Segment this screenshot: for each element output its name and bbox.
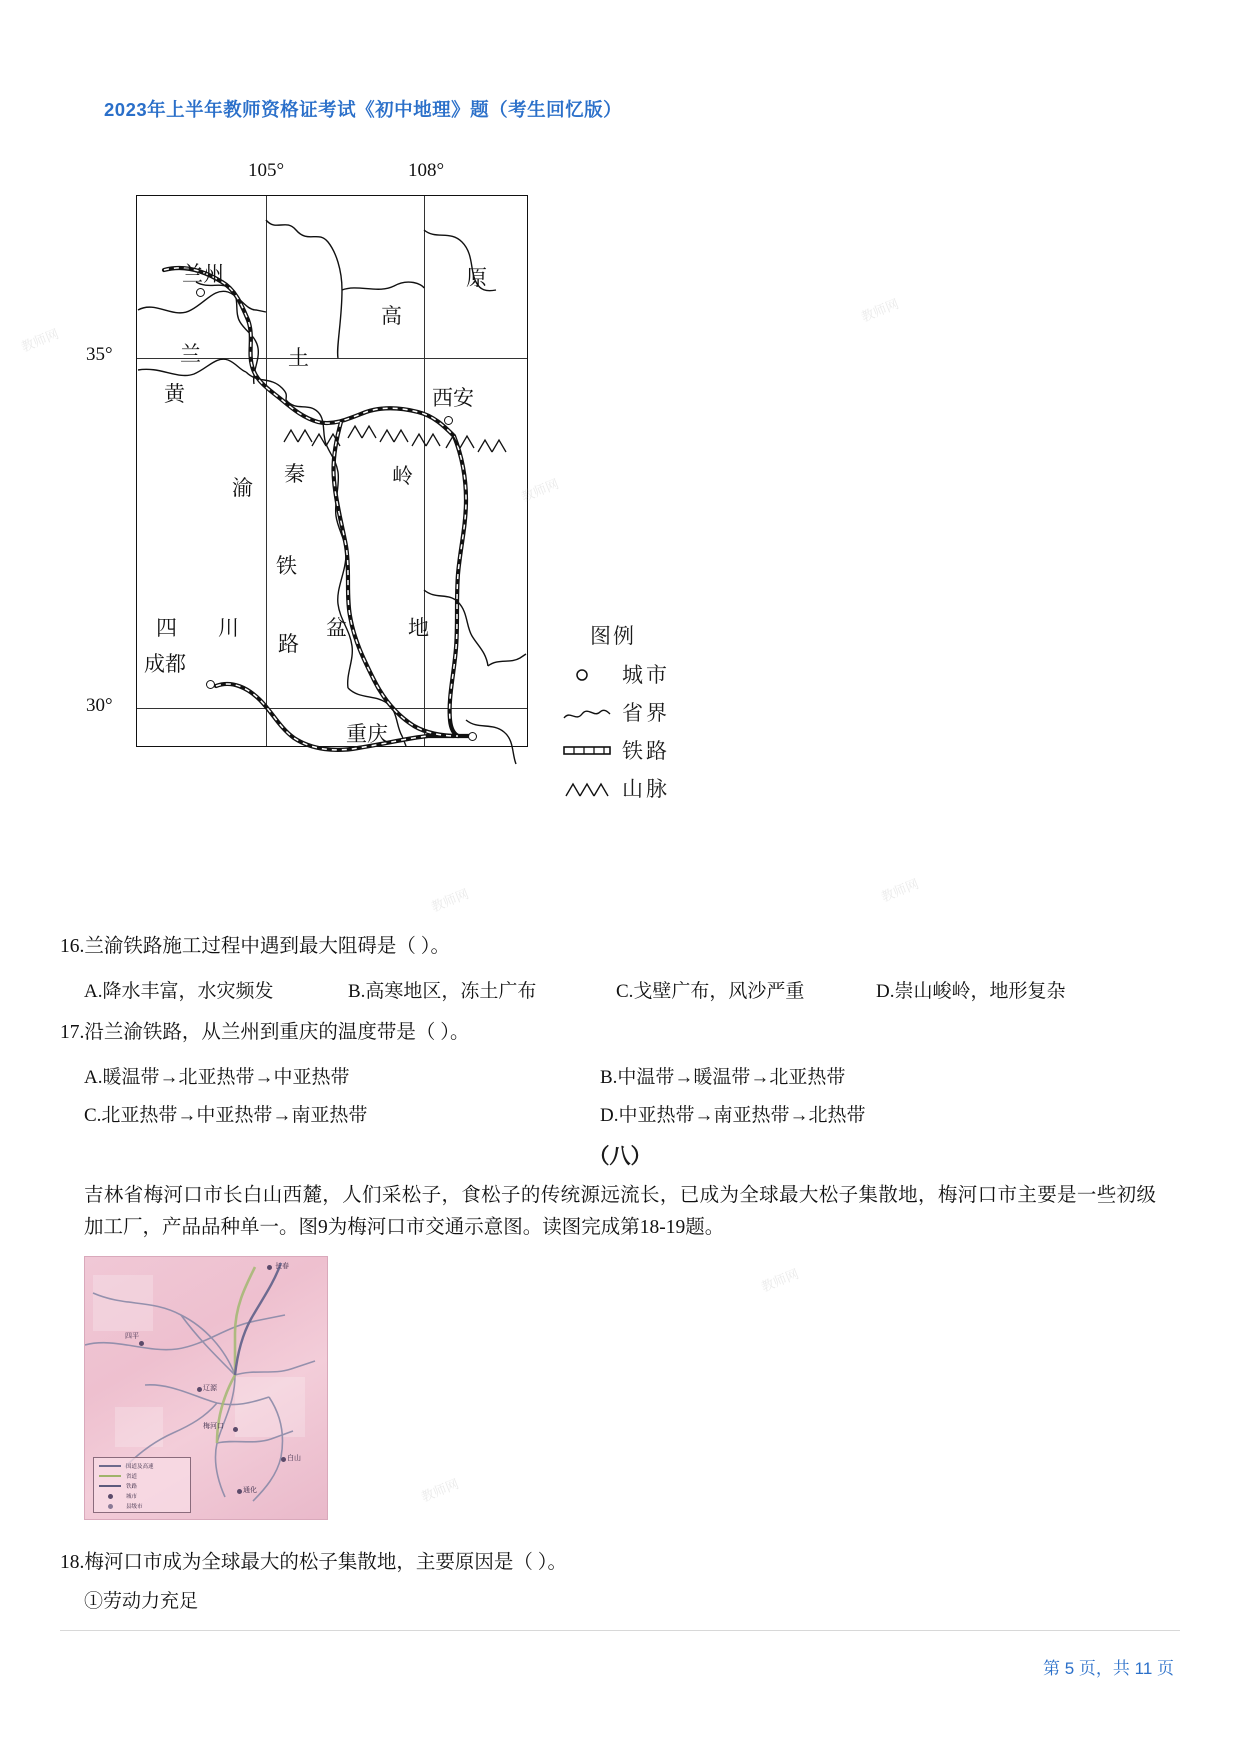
map-label-tu: 土 [288, 346, 309, 370]
question-16-option-b: B.高寒地区，冻土广布 [348, 981, 537, 1002]
map-label-pen: 盆 [326, 616, 347, 640]
map-label-chuan: 川 [218, 616, 239, 640]
footer-divider [60, 1630, 1180, 1631]
city-dot-chengdu [206, 680, 215, 689]
map-node-liaoyuan [197, 1387, 202, 1392]
question-16-option-c: C.戈壁广布，风沙严重 [616, 981, 805, 1002]
question-18-stem: 18.梅河口市成为全球最大的松子集散地，主要原因是（ ）。 [60, 1552, 568, 1573]
watermark: 教师网 [878, 876, 921, 905]
map-legend [544, 620, 744, 800]
legend-line-railway [99, 1485, 121, 1487]
map-node-baishan [281, 1457, 286, 1462]
latitude-label-35: 35° [86, 344, 113, 365]
watermark: 教师网 [518, 476, 561, 505]
legend-label-city: 城市 [622, 663, 670, 687]
legend-row-railway [544, 734, 744, 768]
map-label-changchun: 长春 [275, 1263, 289, 1270]
map-label-siping: 四平 [125, 1333, 139, 1340]
watermark: 教师网 [428, 886, 471, 915]
question-17-stem: 17.沿兰渝铁路，从兰州到重庆的温度带是（ ）。 [60, 1022, 470, 1043]
map-label-yu: 渝 [232, 476, 253, 500]
map-label-lan: 兰 [180, 342, 201, 366]
map-node-meihekou [233, 1427, 238, 1432]
legend-node-county-city [108, 1504, 113, 1509]
question-16-stem: 16.兰渝铁路施工过程中遇到最大阻碍是（ ）。 [60, 936, 451, 957]
legend-label-city: 城市 [126, 1494, 138, 1500]
longitude-label-108: 108° [408, 160, 445, 181]
question-18-option-1: ①劳动力充足 [84, 1591, 199, 1612]
map-label-xian: 西安 [432, 386, 474, 410]
map-label-ling: 岭 [392, 464, 413, 488]
map-label-liaoyuan: 辽源 [203, 1385, 217, 1392]
question-17-option-d: D.中亚热带→南亚热带→北热带 [600, 1105, 866, 1126]
legend-row-city [544, 658, 744, 692]
map-node-tonghua [237, 1489, 242, 1494]
map-label-baishan: 白山 [287, 1455, 301, 1462]
footer-page-number: 第 5 页，共 11 页 [1043, 1659, 1174, 1678]
page-title: 2023年上半年教师资格证考试《初中地理》题（考生回忆版） [104, 99, 623, 120]
map-label-meihekou: 梅河口 [203, 1423, 224, 1430]
city-dot-chongqing [468, 732, 477, 741]
meihekou-legend [93, 1457, 191, 1513]
legend-label-province-border: 省界 [622, 701, 670, 725]
legend-line-national-road [99, 1465, 121, 1467]
map-label-di: 地 [408, 616, 429, 640]
legend-row-province-border [544, 696, 744, 730]
section-eight-passage: 吉林省梅河口市长白山西麓，人们采松子，食松子的传统源远流长，已成为全球最大松子集散地，梅河口市主要是一些初级加工厂，产品品种单一。图9为梅河口市交通示意图。读图完成第18-19题。 [84, 1185, 1156, 1238]
watermark: 教师网 [18, 326, 61, 355]
map-label-tonghua: 通化 [243, 1487, 257, 1494]
map-label-gao: 高 [381, 304, 402, 328]
watermark: 教师网 [758, 1266, 801, 1295]
map-label-chongqing: 重庆 [346, 722, 388, 746]
question-16-option-d: D.崇山峻岭，地形复杂 [876, 981, 1066, 1002]
watermark: 教师网 [418, 1476, 461, 1505]
legend-circle-icon [560, 662, 614, 688]
question-17-option-b: B.中温带→暖温带→北亚热带 [600, 1067, 846, 1088]
latitude-label-30: 30° [86, 695, 113, 716]
longitude-label-105: 105° [248, 160, 285, 181]
figure-lanyu-railway [86, 160, 836, 820]
legend-mountain-icon [560, 776, 614, 802]
question-16-option-a: A.降水丰富，水灾频发 [84, 981, 274, 1002]
legend-wavy-icon [560, 700, 614, 726]
legend-label-county-city: 县级市 [126, 1504, 143, 1510]
legend-railway-icon [560, 738, 614, 764]
legend-title: 图例 [590, 624, 636, 648]
map-node-siping [139, 1341, 144, 1346]
map-label-si: 四 [156, 616, 177, 640]
map-label-lu: 路 [278, 632, 299, 656]
legend-line-provincial-road [99, 1475, 121, 1477]
map-label-lanzhou: 兰州 [182, 262, 224, 286]
legend-label-railway: 铁路 [622, 739, 670, 763]
city-dot-lanzhou [196, 288, 205, 297]
map-node-changchun [267, 1265, 272, 1270]
question-17-option-a: A.暖温带→北亚热带→中亚热带 [84, 1067, 350, 1088]
map-label-chengdu: 成都 [144, 652, 186, 676]
section-label-eight: （八） [588, 1144, 652, 1168]
legend-node-city [108, 1494, 113, 1499]
legend-row-mountain [544, 772, 744, 806]
question-17-option-c: C.北亚热带→中亚热带→南亚热带 [84, 1105, 368, 1126]
legend-label-railway: 铁路 [126, 1484, 138, 1490]
map-label-huang: 黄 [164, 382, 185, 406]
watermark: 教师网 [858, 296, 901, 325]
figure-meihekou-traffic-map [84, 1256, 328, 1520]
map-label-yuan: 原 [466, 266, 487, 290]
legend-label-national-road: 国道及高速 [126, 1464, 154, 1470]
city-dot-xian [444, 416, 453, 425]
map-label-tie: 铁 [276, 554, 297, 578]
legend-label-mountain: 山脉 [622, 777, 670, 801]
legend-label-provincial-road: 省道 [126, 1474, 138, 1480]
map-label-qin: 秦 [284, 462, 305, 486]
